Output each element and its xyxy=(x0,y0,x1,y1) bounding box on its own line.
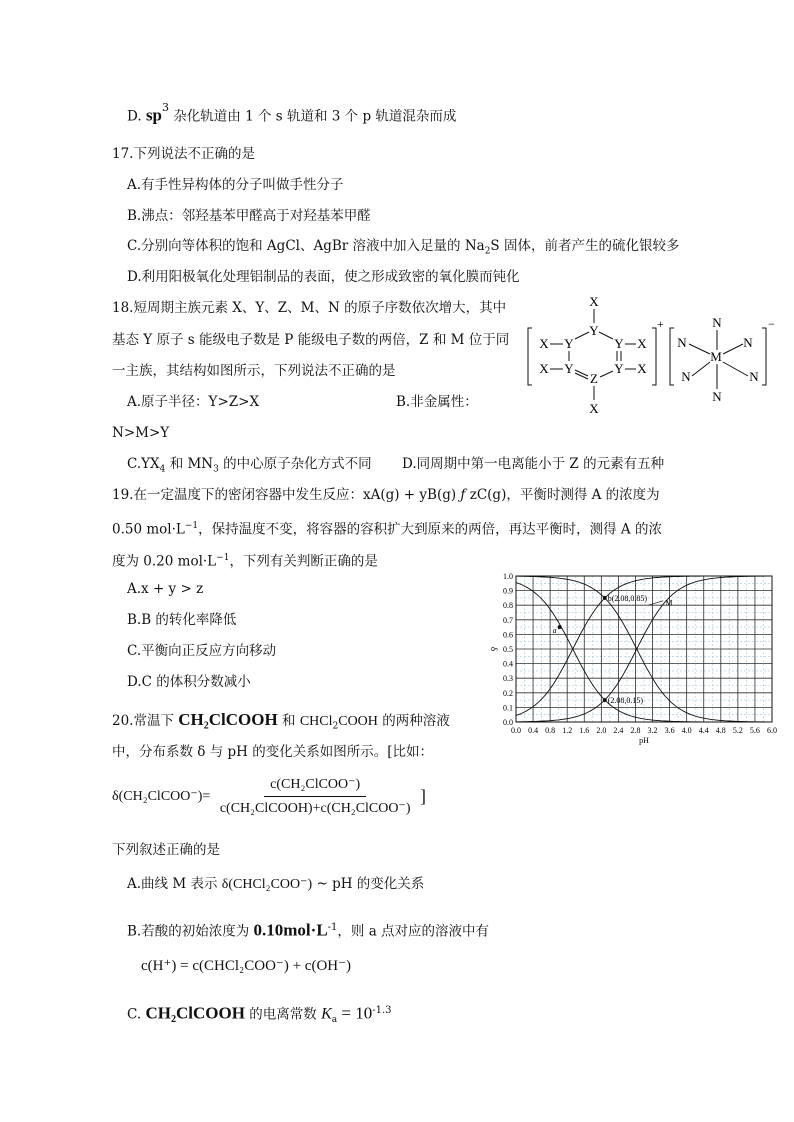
y-tick-label: 0.9 xyxy=(503,586,513,596)
q17-stem: 17.下列说法不正确的是 xyxy=(112,146,255,162)
x-tick-label: 2.4 xyxy=(613,726,624,735)
q20-stem-line2: 中，分布系数 δ 与 pH 的变化关系如图所示。[比如： xyxy=(112,744,433,760)
x-tick-label: 2.0 xyxy=(596,726,607,735)
y-tick-label: 0.1 xyxy=(503,703,513,713)
x-tick-label: 1.6 xyxy=(579,726,590,735)
point-a-label: a xyxy=(552,626,557,636)
q20-option-a: A.曲线 M 表示 δ(CHCl₂COO⁻) ~ pH 的变化关系 xyxy=(127,876,425,892)
x-tick-label: 1.2 xyxy=(562,726,573,735)
q18-option-b: B.非金属性： xyxy=(396,394,478,410)
y-axis-label: δ xyxy=(489,646,499,652)
x-tick-label: 5.2 xyxy=(732,726,743,735)
q18-option-a: A.原子半径：Y>Z>X xyxy=(127,394,260,410)
atom-n: N xyxy=(712,315,722,330)
x-tick-label: 4.0 xyxy=(681,726,692,735)
q18-stem-line3: 一主族，其结构如图所示，下列说法不正确的是 xyxy=(112,363,396,379)
q18-structure-diagram xyxy=(524,290,784,420)
y-tick-label: 0.4 xyxy=(503,659,513,669)
q18-option-b-cont: N>M>Y xyxy=(112,425,170,441)
q18-option-c: $C.YX_4$ 和 $MN_3$ 的中心原子杂化方式不同 xyxy=(127,456,372,475)
y-tick-label: 1.0 xyxy=(503,572,513,581)
y-tick-label: 0.8 xyxy=(503,601,513,611)
atom-y: Y xyxy=(564,336,574,351)
atom-y: Y xyxy=(614,336,624,351)
atom-n: N xyxy=(681,369,691,384)
q19-stem-line2: 0.50 $mol\cdot L^{-1}$，保持温度不变，将容器的容积扩大到原来的两倍，再达平衡时，测得 A 的浓 xyxy=(112,521,662,538)
y-tick-label: 0.3 xyxy=(503,674,513,684)
q20-option-b-equation: c(H⁺) = c(CHCl₂COO⁻) + c(OH⁻) xyxy=(141,958,352,974)
point-a xyxy=(558,625,562,629)
atom-n: N xyxy=(743,335,753,350)
q17-option-b: B.沸点：邻羟基苯甲醛高于对羟基苯甲醛 xyxy=(127,208,371,224)
q19-option-b: B.B 的转化率降低 xyxy=(127,612,237,628)
y-tick-label: 0.7 xyxy=(503,615,513,625)
q19-stem-line1: 19.在一定温度下的密闭容器中发生反应：xA(g) + yB(g) ƒ zC(g)，平衡时测得 A 的浓度为 xyxy=(112,487,660,503)
atom-x: X xyxy=(637,336,647,351)
y-tick-label: 0.0 xyxy=(503,718,513,727)
atom-y: Y xyxy=(614,361,624,376)
atom-m: M xyxy=(710,349,722,364)
y-tick-label: 0.2 xyxy=(503,688,513,698)
formula-fraction: $\frac{\text{c(CH₂ClCOO⁻)}}{\text{c(CH₂ClCOOH)+c(CH₂ClCOO⁻)}}$ xyxy=(219,777,411,816)
atom-x: X xyxy=(539,336,549,351)
q17-option-c: C.分别向等体积的饱和 AgCl、AgBr 溶液中加入足量的 $Na_2S$ 固体，前者产生的硫化银较多 xyxy=(127,238,680,257)
point-b-label: b(2.08,0.85) xyxy=(607,593,648,603)
point-c-label: (2.08,0.15) xyxy=(607,696,644,706)
q19-option-a: A.x + y > z xyxy=(127,581,204,597)
series-m-label: M xyxy=(665,598,673,608)
point-b xyxy=(603,596,607,600)
x-tick-label: 3.6 xyxy=(664,726,675,735)
x-tick-label: 4.4 xyxy=(698,726,709,735)
q16-option-d: D. $sp^3$ 杂化轨道由 1 个 s 轨道和 3 个 p 轨道混杂而成 xyxy=(127,101,457,125)
q19-stem-line3: 度为 0.20 $mol\cdot L^{-1}$，下列有关判断正确的是 xyxy=(112,553,378,570)
cation-charge: + xyxy=(657,317,664,331)
x-tick-label: 0.4 xyxy=(528,726,539,735)
atom-z: Z xyxy=(590,371,598,386)
atom-y: Y xyxy=(564,361,574,376)
y-tick-label: 0.6 xyxy=(503,630,513,640)
x-tick-label: 2.8 xyxy=(630,726,641,735)
q17-option-d: D.利用阳极氧化处理铝制品的表面，使之形成致密的氧化膜而钝化 xyxy=(127,269,520,285)
q19-option-c: C.平衡向正反应方向移动 xyxy=(127,643,277,659)
q20-formula: δ(CH₂ClCOO⁻)= $\frac{\text{c(CH₂ClCOO⁻)}}{\text{c(CH₂ClCOOH)+c(CH₂ClCOO⁻)}}$ ] xyxy=(112,777,427,816)
q20-stem-line3: 下列叙述正确的是 xyxy=(112,842,220,858)
atom-n: N xyxy=(749,369,759,384)
q18-stem-line2: 基态 Y 原子 s 能级电子数是 P 能级电子数的两倍，Z 和 M 位于同 xyxy=(112,332,510,348)
x-tick-label: 3.2 xyxy=(647,726,658,735)
q18-stem-line1: 18.短周期主族元素 X、Y、Z、M、N 的原子序数依次增大，其中 xyxy=(112,300,507,316)
x-tick-label: 0.0 xyxy=(511,726,521,735)
q19-option-d: D.C 的体积分数减小 xyxy=(127,674,251,690)
q18-option-d: D.同周期中第一电离能小于 Z 的元素有五种 xyxy=(402,456,665,472)
q20-option-c: C. CH₂ClCOOH 的电离常数 $K_a = 10^{-1.3}$ xyxy=(127,1003,392,1026)
x-tick-label: 6.0 xyxy=(767,726,777,735)
anion-charge: − xyxy=(768,317,775,331)
atom-x: X xyxy=(589,294,599,309)
atom-x: X xyxy=(539,361,549,376)
q17-option-a: A.有手性异构体的分子叫做手性分子 xyxy=(127,177,344,193)
x-tick-label: 5.6 xyxy=(749,726,760,735)
y-tick-label: 0.5 xyxy=(503,645,513,654)
q20-stem-line1: 20.常温下 $CH_2ClCOOH$ 和 CHCl$_2$COOH 的两种溶液 xyxy=(112,710,450,732)
atom-n: N xyxy=(677,335,687,350)
point-c xyxy=(603,698,607,702)
x-axis-label: pH xyxy=(639,736,649,745)
atom-x: X xyxy=(637,361,647,376)
atom-n: N xyxy=(712,389,722,404)
atom-x: X xyxy=(589,401,599,416)
distribution-chart xyxy=(486,568,786,754)
x-tick-label: 0.8 xyxy=(545,726,556,735)
q20-option-b: B.若酸的初始浓度为 $0.10mol\cdot L^{-1}$，则 a 点对应的溶液中有 xyxy=(127,920,490,940)
x-tick-label: 4.8 xyxy=(715,726,726,735)
atom-y: Y xyxy=(589,323,599,338)
